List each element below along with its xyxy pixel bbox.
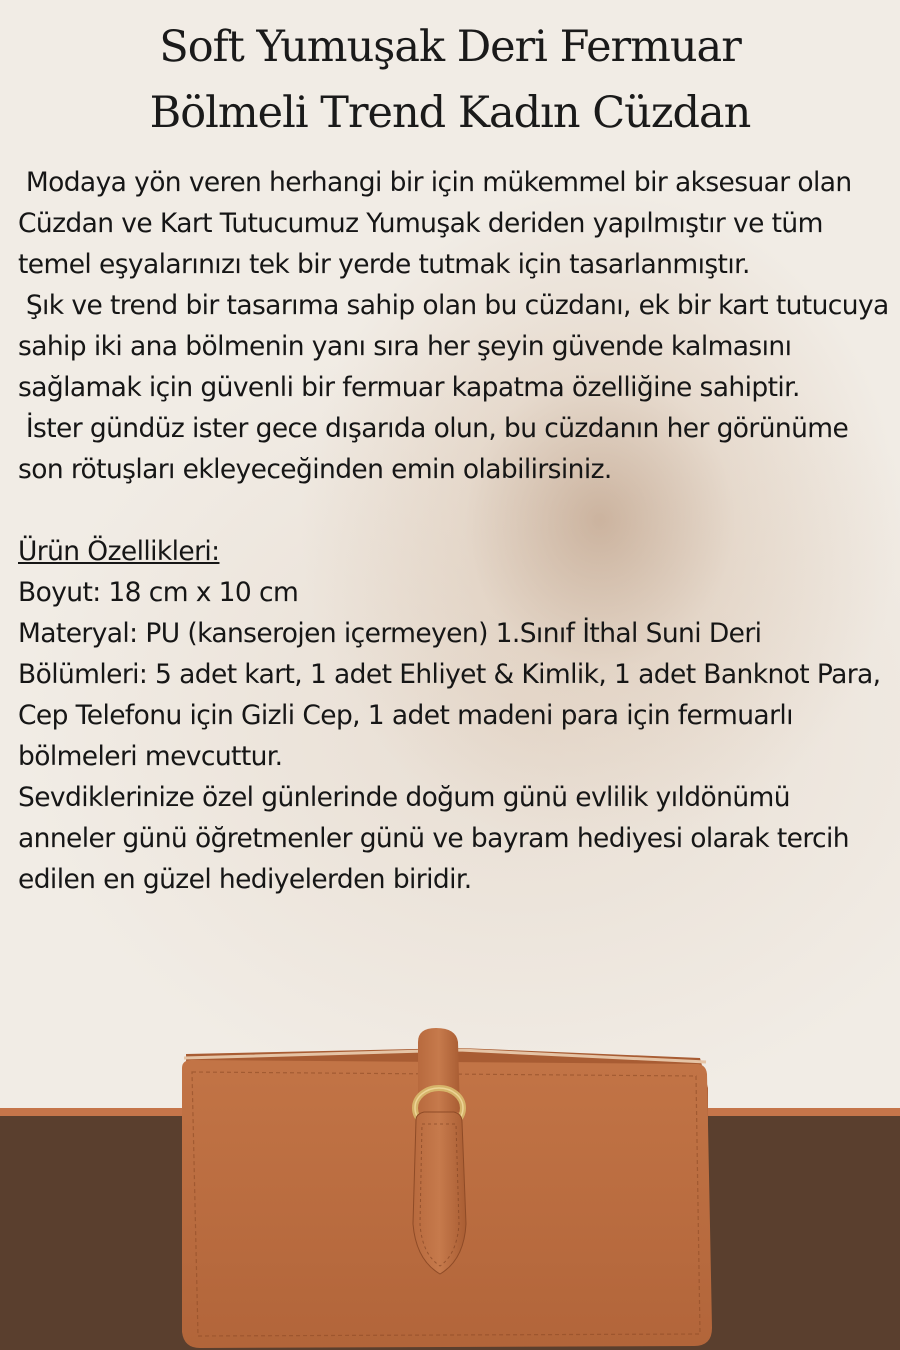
spec-gift-note: Sevdiklerinize özel günlerinde doğum günü evlilik yıldönümü anneler günü öğretmenler günü ve bayram hediyesi olarak tercih edilen en güzel hediyelerden biridir. [18, 782, 857, 895]
specs-heading: Ürün Özellikleri: [18, 536, 220, 567]
page-title [0, 14, 900, 146]
spec-material: Materyal: PU (kanserojen içermeyen) 1.Sınıf İthal Suni Deri [18, 618, 762, 649]
description-paragraph-3: İster gündüz ister gece dışarıda olun, bu cüzdanın her görünüme son rötuşları ekleyeceğinden emin olabilirsiniz. [18, 413, 857, 485]
section-spacer [18, 490, 893, 531]
spec-size: Boyut: 18 cm x 10 cm [18, 577, 299, 608]
product-description [18, 162, 897, 900]
wallet-strap-top [418, 1028, 460, 1114]
spec-compartments: Bölümleri: 5 adet kart, 1 adet Ehliyet & Kimlik, 1 adet Banknot Para, Cep Telefonu için Gizli Cep, 1 adet madeni para için fermuarlı bölmeleri mevcuttur. [18, 659, 889, 772]
wallet-image [160, 1028, 725, 1350]
description-paragraph-1: Modaya yön veren herhangi bir için mükemmel bir aksesuar olan Cüzdan ve Kart Tutucumuz Yumuşak deriden yapılmıştır ve tüm temel eşyalarınızı tek bir yerde tutmak için tasarlanmıştır. [18, 167, 860, 280]
title-line-1: Soft Yumuşak Deri Fermuar [159, 22, 741, 72]
description-paragraph-2: Şık ve trend bir tasarıma sahip olan bu cüzdanı, ek bir kart tutucuya sahip iki ana bölmenin yanı sıra her şeyin güvende kalmasını sağlamak için güvenli bir fermuar kapatma özelliğine sahiptir. [18, 290, 897, 403]
title-line-2: Bölmeli Trend Kadın Cüzdan [149, 88, 751, 138]
